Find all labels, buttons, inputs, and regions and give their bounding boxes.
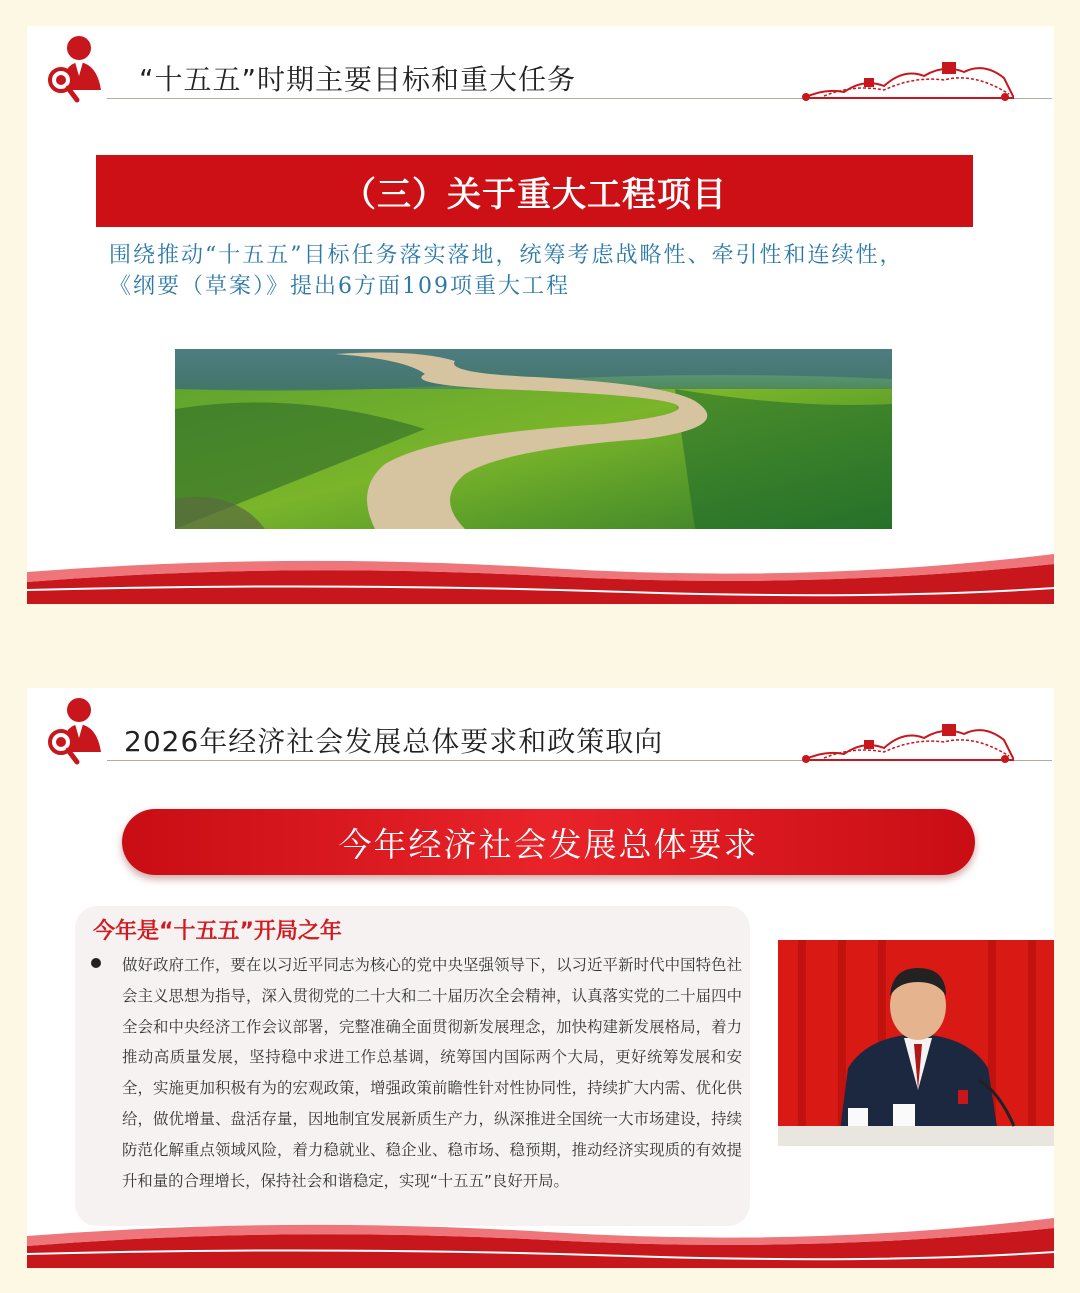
header-dot xyxy=(1001,93,1009,101)
lead-paragraph xyxy=(109,240,1009,302)
header-title: “十五五”时期主要目标和重大任务 xyxy=(139,63,577,96)
slide-2026-requirements xyxy=(27,688,1054,1268)
header-title: 2026年经济社会发展总体要求和政策取向 xyxy=(124,725,664,758)
section-banner: （三）关于重大工程项目 xyxy=(96,155,973,227)
person-search-icon xyxy=(39,32,109,104)
red-wave-decoration xyxy=(27,1206,1054,1268)
card-body-text: 做好政府工作，要在以习近平同志为核心的党中央坚强领导下，以习近平新时代中国特色社会主义思想为指导，深入贯彻党的二十大和二十届历次全会精神，认真落实党的二十届四中全会和中央经济工作会议部署，完整准确全面贯彻新发展理念，加快构建新发展格局，着力推动高质量发展，坚持稳中求进工作总基调，统筹国内国际两个大局，更好统筹发展和安全，实施更加积极有为的宏观政策，增强政策前瞻性针对性协同性，持续扩大内需、优化供给，做优增量、盘活存量，因地制宜发展新质生产力，纵深推进全国统一大市场建设，持续防范化解重点领域风险，着力稳就业、稳企业、稳市场、稳预期，推动经济实现质的有效提升和量的合理增长，保持社会和谐稳定，实现“十五五”良好开局。 xyxy=(122,956,742,1190)
card-heading: 今年是“十五五”开局之年 xyxy=(93,919,342,944)
lead-line: 围绕推动“十五五”目标任务落实落地，统筹考虑战略性、牵引性和连续性， xyxy=(109,243,904,268)
person-search-icon xyxy=(39,694,109,766)
river-landscape-photo xyxy=(175,349,892,529)
great-wall-icon xyxy=(804,58,1014,104)
lead-line: 《纲要（草案）》提出6方面109项重大工程 xyxy=(109,274,570,299)
speaker-at-podium-photo xyxy=(778,940,1054,1146)
header-dot xyxy=(1001,755,1009,763)
red-wave-decoration xyxy=(27,542,1054,604)
slide-major-projects xyxy=(27,26,1054,604)
great-wall-icon xyxy=(804,720,1014,766)
section-banner: 今年经济社会发展总体要求 xyxy=(122,809,975,875)
bullet-icon xyxy=(91,958,101,968)
requirements-card xyxy=(75,906,750,1226)
